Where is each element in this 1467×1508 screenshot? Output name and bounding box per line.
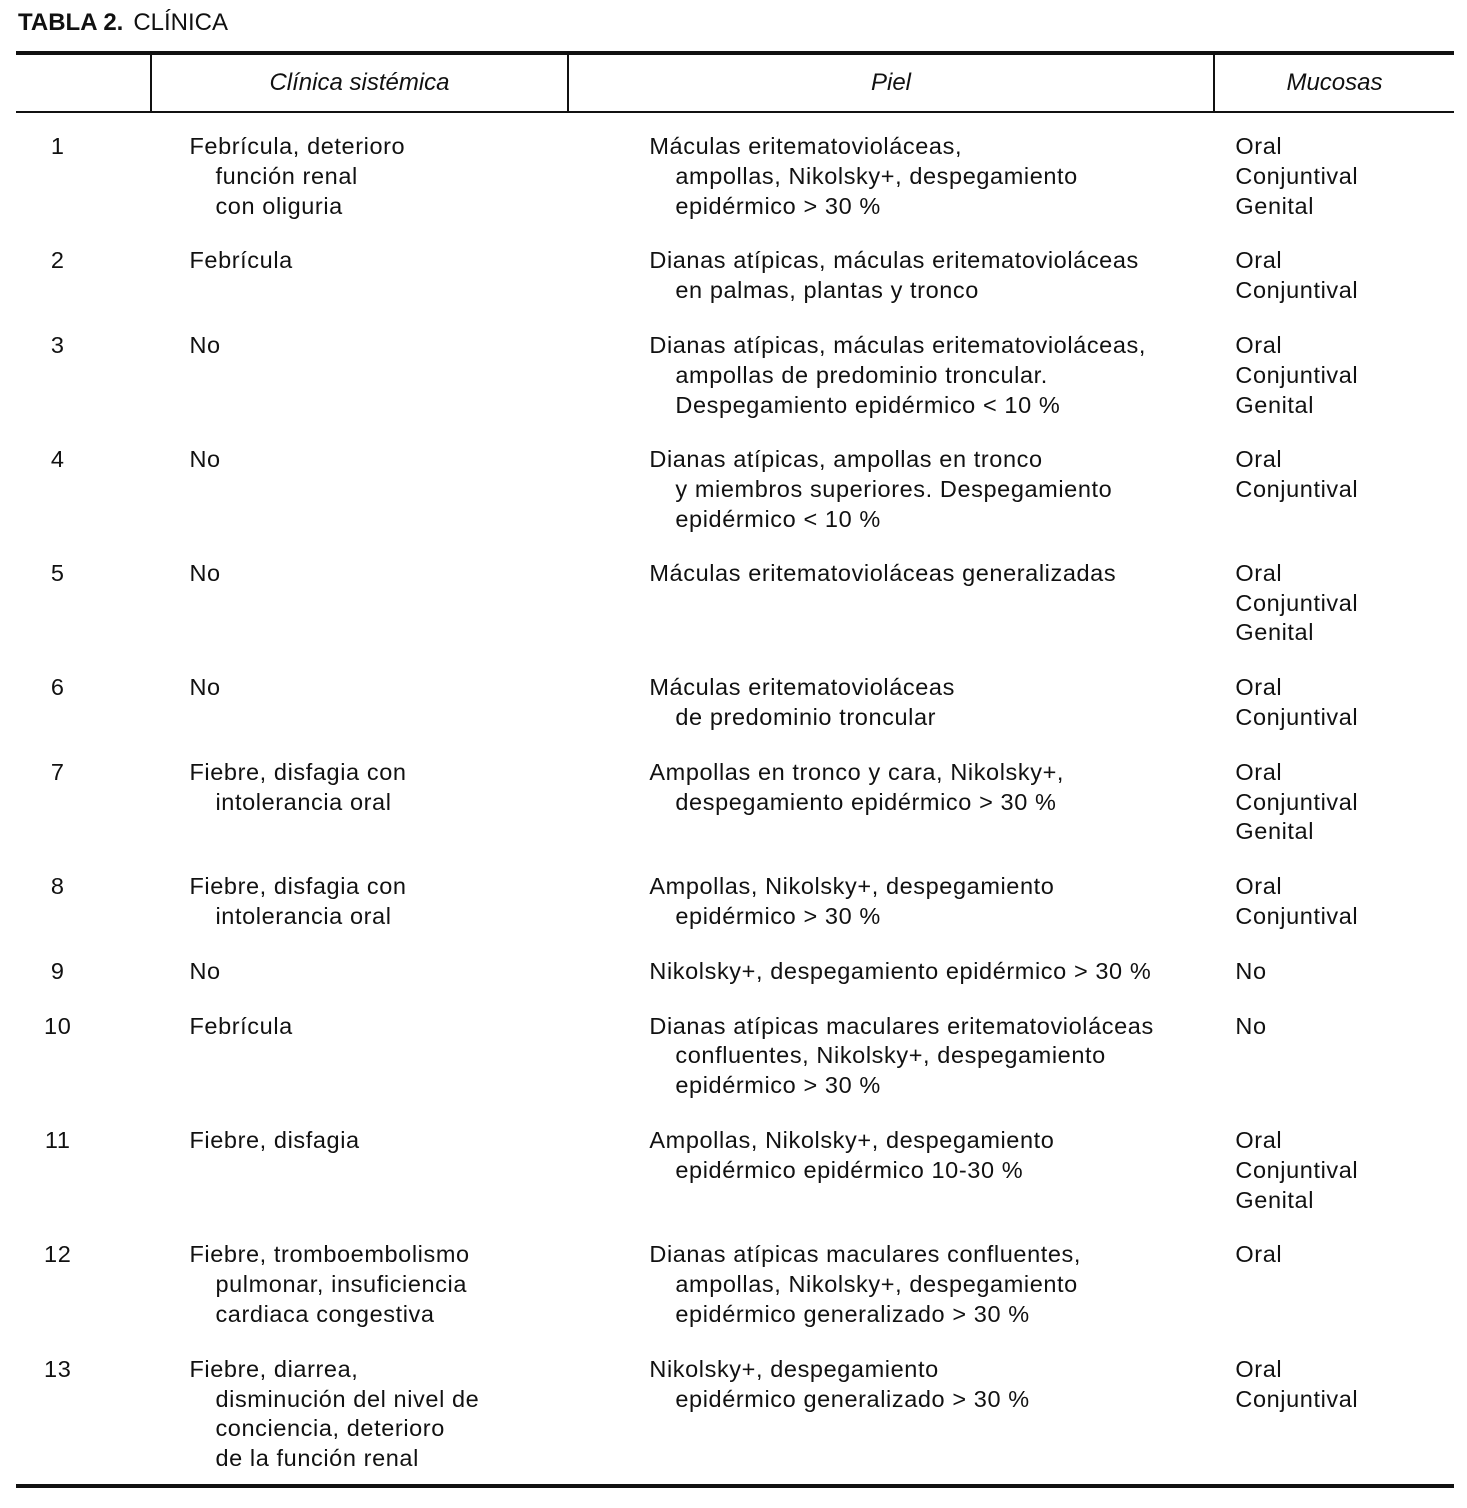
cell-piel-line: despegamiento epidérmico > 30 % — [675, 788, 1057, 815]
cell-mucosas-line: Oral — [1235, 1241, 1283, 1268]
cell-mucosas-line: Genital — [1235, 391, 1315, 418]
cell-piel-line: Ampollas, Nikolsky+, despegamiento — [649, 1126, 1055, 1153]
cell-piel-line: Dianas atípicas maculares eritematovioláceas — [649, 1012, 1154, 1039]
cell-clinica-sistemica — [99, 1240, 649, 1329]
cell-mucosas-line: Oral — [1235, 331, 1283, 358]
cell-piel — [649, 872, 1235, 932]
table-caption — [18, 8, 228, 38]
cell-piel-line: Nikolsky+, despegamiento — [649, 1355, 939, 1382]
cell-mucosas — [1235, 445, 1454, 534]
row-number: 2 — [50, 247, 65, 274]
cell-clinica-sistemica-line: Febrícula — [189, 1012, 293, 1039]
cell-clinica-sistemica-line: cardiaca congestiva — [215, 1300, 435, 1327]
cell-mucosas-line: Conjuntival — [1235, 703, 1359, 730]
cell-piel-line: Despegamiento epidérmico < 10 % — [675, 391, 1061, 418]
cell-mucosas — [1235, 1126, 1454, 1215]
cell-mucosas-line: Oral — [1235, 446, 1283, 473]
row-number: 12 — [44, 1241, 72, 1268]
cell-mucosas — [1235, 1355, 1454, 1474]
header-piel: Piel — [567, 55, 1213, 111]
cell-clinica-sistemica — [99, 132, 649, 221]
cell-mucosas-line: Oral — [1235, 1126, 1283, 1153]
cell-mucosas-line: No — [1235, 957, 1267, 984]
cell-clinica-sistemica-line: de la función renal — [215, 1445, 419, 1472]
cell-piel — [649, 331, 1235, 420]
clinical-table — [16, 51, 1454, 1488]
cell-piel-line: epidérmico epidérmico 10-30 % — [675, 1156, 1024, 1183]
cell-piel — [649, 1240, 1235, 1329]
cell-clinica-sistemica-line: Febrícula, deterioro — [189, 133, 406, 159]
table-caption-title: CLÍNICA — [133, 9, 229, 36]
cell-piel — [649, 1012, 1235, 1101]
cell-piel-line: Dianas atípicas, ampollas en tronco — [649, 446, 1043, 473]
cell-clinica-sistemica — [99, 758, 649, 847]
cell-piel — [649, 1355, 1235, 1474]
cell-mucosas-line: Oral — [1235, 247, 1283, 274]
cell-piel-line: ampollas, Nikolsky+, despegamiento — [675, 162, 1078, 189]
cell-clinica-sistemica — [99, 1355, 649, 1474]
cell-piel-line: epidérmico generalizado > 30 % — [675, 1300, 1030, 1327]
cell-clinica-sistemica-line: intolerancia oral — [215, 902, 392, 929]
cell-piel — [649, 559, 1235, 648]
cell-mucosas-line: No — [1235, 1012, 1267, 1039]
cell-clinica-sistemica-line: pulmonar, insuficiencia — [215, 1271, 467, 1298]
cell-piel-line: Ampollas, Nikolsky+, despegamiento — [649, 873, 1055, 900]
cell-mucosas — [1235, 872, 1454, 932]
cell-piel-line: Máculas eritematovioláceas generalizadas — [649, 559, 1117, 586]
cell-mucosas-line: Oral — [1235, 873, 1283, 900]
cell-clinica-sistemica-line: No — [189, 957, 221, 984]
cell-mucosas-line: Genital — [1235, 192, 1315, 219]
cell-mucosas-line: Genital — [1235, 818, 1315, 845]
cell-mucosas-line: Oral — [1235, 559, 1283, 586]
cell-clinica-sistemica-line: Fiebre, disfagia con — [189, 758, 407, 785]
cell-piel-line: ampollas, Nikolsky+, despegamiento — [675, 1271, 1078, 1298]
table-row — [16, 1240, 1454, 1329]
header-clinica-sistemica: Clínica sistémica — [150, 55, 567, 111]
cell-piel — [649, 445, 1235, 534]
table-row — [16, 1126, 1454, 1215]
table-row — [16, 1012, 1454, 1101]
cell-mucosas — [1235, 559, 1454, 648]
cell-clinica-sistemica — [99, 331, 649, 420]
cell-piel-line: epidérmico < 10 % — [675, 505, 881, 532]
table-caption-label: TABLA 2. — [18, 9, 124, 36]
table-row — [16, 1355, 1454, 1474]
cell-clinica-sistemica-line: Fiebre, diarrea, — [189, 1355, 359, 1382]
row-number: 7 — [50, 758, 65, 785]
cell-mucosas-line: Conjuntival — [1235, 476, 1359, 503]
cell-piel-line: epidérmico > 30 % — [675, 192, 881, 219]
cell-mucosas — [1235, 1240, 1454, 1329]
cell-mucosas-line: Genital — [1235, 619, 1315, 646]
cell-piel — [649, 132, 1235, 221]
cell-clinica-sistemica — [99, 872, 649, 932]
cell-clinica-sistemica — [99, 957, 649, 987]
row-number: 11 — [44, 1126, 71, 1153]
cell-piel-line: y miembros superiores. Despegamiento — [675, 476, 1113, 503]
cell-piel — [649, 673, 1235, 733]
cell-clinica-sistemica-line: No — [189, 446, 221, 473]
cell-clinica-sistemica-line: Fiebre, disfagia con — [189, 873, 407, 900]
cell-clinica-sistemica — [99, 246, 649, 306]
cell-piel-line: Dianas atípicas, máculas eritematovioláceas, — [649, 331, 1146, 358]
row-number: 1 — [50, 133, 65, 159]
cell-mucosas-line: Conjuntival — [1235, 277, 1359, 304]
header-number — [16, 55, 150, 111]
row-number: 3 — [50, 331, 65, 358]
cell-clinica-sistemica-line: No — [189, 674, 221, 701]
cell-piel-line: en palmas, plantas y tronco — [675, 277, 979, 304]
table-row — [16, 559, 1454, 648]
cell-piel-line: epidérmico > 30 % — [675, 1072, 881, 1099]
cell-clinica-sistemica — [99, 445, 649, 534]
cell-mucosas-line: Oral — [1235, 133, 1283, 159]
cell-piel-line: Dianas atípicas maculares confluentes, — [649, 1241, 1082, 1268]
cell-clinica-sistemica — [99, 673, 649, 733]
cell-piel-line: Ampollas en tronco y cara, Nikolsky+, — [649, 758, 1065, 785]
cell-mucosas — [1235, 331, 1454, 420]
cell-mucosas-line: Conjuntival — [1235, 162, 1359, 189]
cell-mucosas-line: Conjuntival — [1235, 902, 1359, 929]
table-row — [16, 957, 1454, 987]
cell-piel-line: Máculas eritematovioláceas — [649, 674, 955, 701]
cell-piel — [649, 758, 1235, 847]
cell-clinica-sistemica-line: intolerancia oral — [215, 788, 392, 815]
cell-mucosas-line: Oral — [1235, 674, 1283, 701]
row-number: 9 — [50, 957, 65, 984]
cell-piel-line: Dianas atípicas, máculas eritematovioláceas — [649, 247, 1139, 274]
cell-clinica-sistemica-line: No — [189, 331, 221, 358]
cell-mucosas — [1235, 246, 1454, 306]
cell-mucosas-line: Conjuntival — [1235, 788, 1359, 815]
cell-mucosas-line: Conjuntival — [1235, 1156, 1359, 1183]
cell-mucosas-line: Genital — [1235, 1186, 1315, 1213]
cell-piel-line: de predominio troncular — [675, 703, 937, 730]
table-row — [16, 445, 1454, 534]
cell-mucosas-line: Conjuntival — [1235, 361, 1359, 388]
cell-mucosas — [1235, 1012, 1454, 1101]
cell-clinica-sistemica — [99, 559, 649, 648]
cell-clinica-sistemica-line: función renal — [215, 162, 358, 189]
table-row — [16, 872, 1454, 932]
cell-mucosas-line: Conjuntival — [1235, 1385, 1359, 1412]
cell-mucosas — [1235, 957, 1454, 987]
table-row — [16, 673, 1454, 733]
cell-clinica-sistemica-line: Fiebre, disfagia — [189, 1126, 360, 1153]
cell-piel-line: confluentes, Nikolsky+, despegamiento — [675, 1042, 1106, 1069]
cell-piel — [649, 246, 1235, 306]
cell-mucosas-line: Oral — [1235, 1355, 1283, 1382]
cell-clinica-sistemica — [99, 1126, 649, 1215]
table-row — [16, 246, 1454, 306]
cell-clinica-sistemica — [99, 1012, 649, 1101]
header-mucosas: Mucosas — [1213, 55, 1454, 111]
cell-clinica-sistemica-line: con oliguria — [215, 192, 343, 219]
cell-mucosas-line: Oral — [1235, 758, 1283, 785]
row-number: 10 — [44, 1012, 72, 1039]
table-row — [16, 132, 1454, 221]
table-row — [16, 758, 1454, 847]
cell-clinica-sistemica-line: No — [189, 559, 221, 586]
cell-mucosas — [1235, 758, 1454, 847]
cell-clinica-sistemica-line: Febrícula — [189, 247, 293, 274]
cell-piel-line: Máculas eritematovioláceas, — [649, 133, 963, 159]
table-row — [16, 331, 1454, 420]
cell-mucosas — [1235, 132, 1454, 221]
cell-piel — [649, 1126, 1235, 1215]
cell-piel-line: epidérmico generalizado > 30 % — [675, 1385, 1030, 1412]
cell-clinica-sistemica-line: conciencia, deterioro — [215, 1415, 445, 1442]
cell-clinica-sistemica-line: Fiebre, tromboembolismo — [189, 1241, 470, 1268]
cell-piel — [649, 957, 1235, 987]
row-number: 6 — [50, 674, 65, 701]
cell-mucosas — [1235, 673, 1454, 733]
table-body — [16, 113, 1454, 1484]
row-number: 5 — [50, 559, 65, 586]
cell-piel-line: ampollas de predominio troncular. — [675, 361, 1048, 388]
cell-mucosas-line: Conjuntival — [1235, 589, 1359, 616]
cell-piel-line: epidérmico > 30 % — [675, 902, 881, 929]
row-number: 4 — [50, 446, 65, 473]
cell-clinica-sistemica-line: disminución del nivel de — [215, 1385, 480, 1412]
row-number: 8 — [50, 873, 65, 900]
row-number: 13 — [44, 1355, 72, 1382]
table-header — [16, 55, 1454, 113]
cell-piel-line: Nikolsky+, despegamiento epidérmico > 30 % — [649, 957, 1152, 984]
